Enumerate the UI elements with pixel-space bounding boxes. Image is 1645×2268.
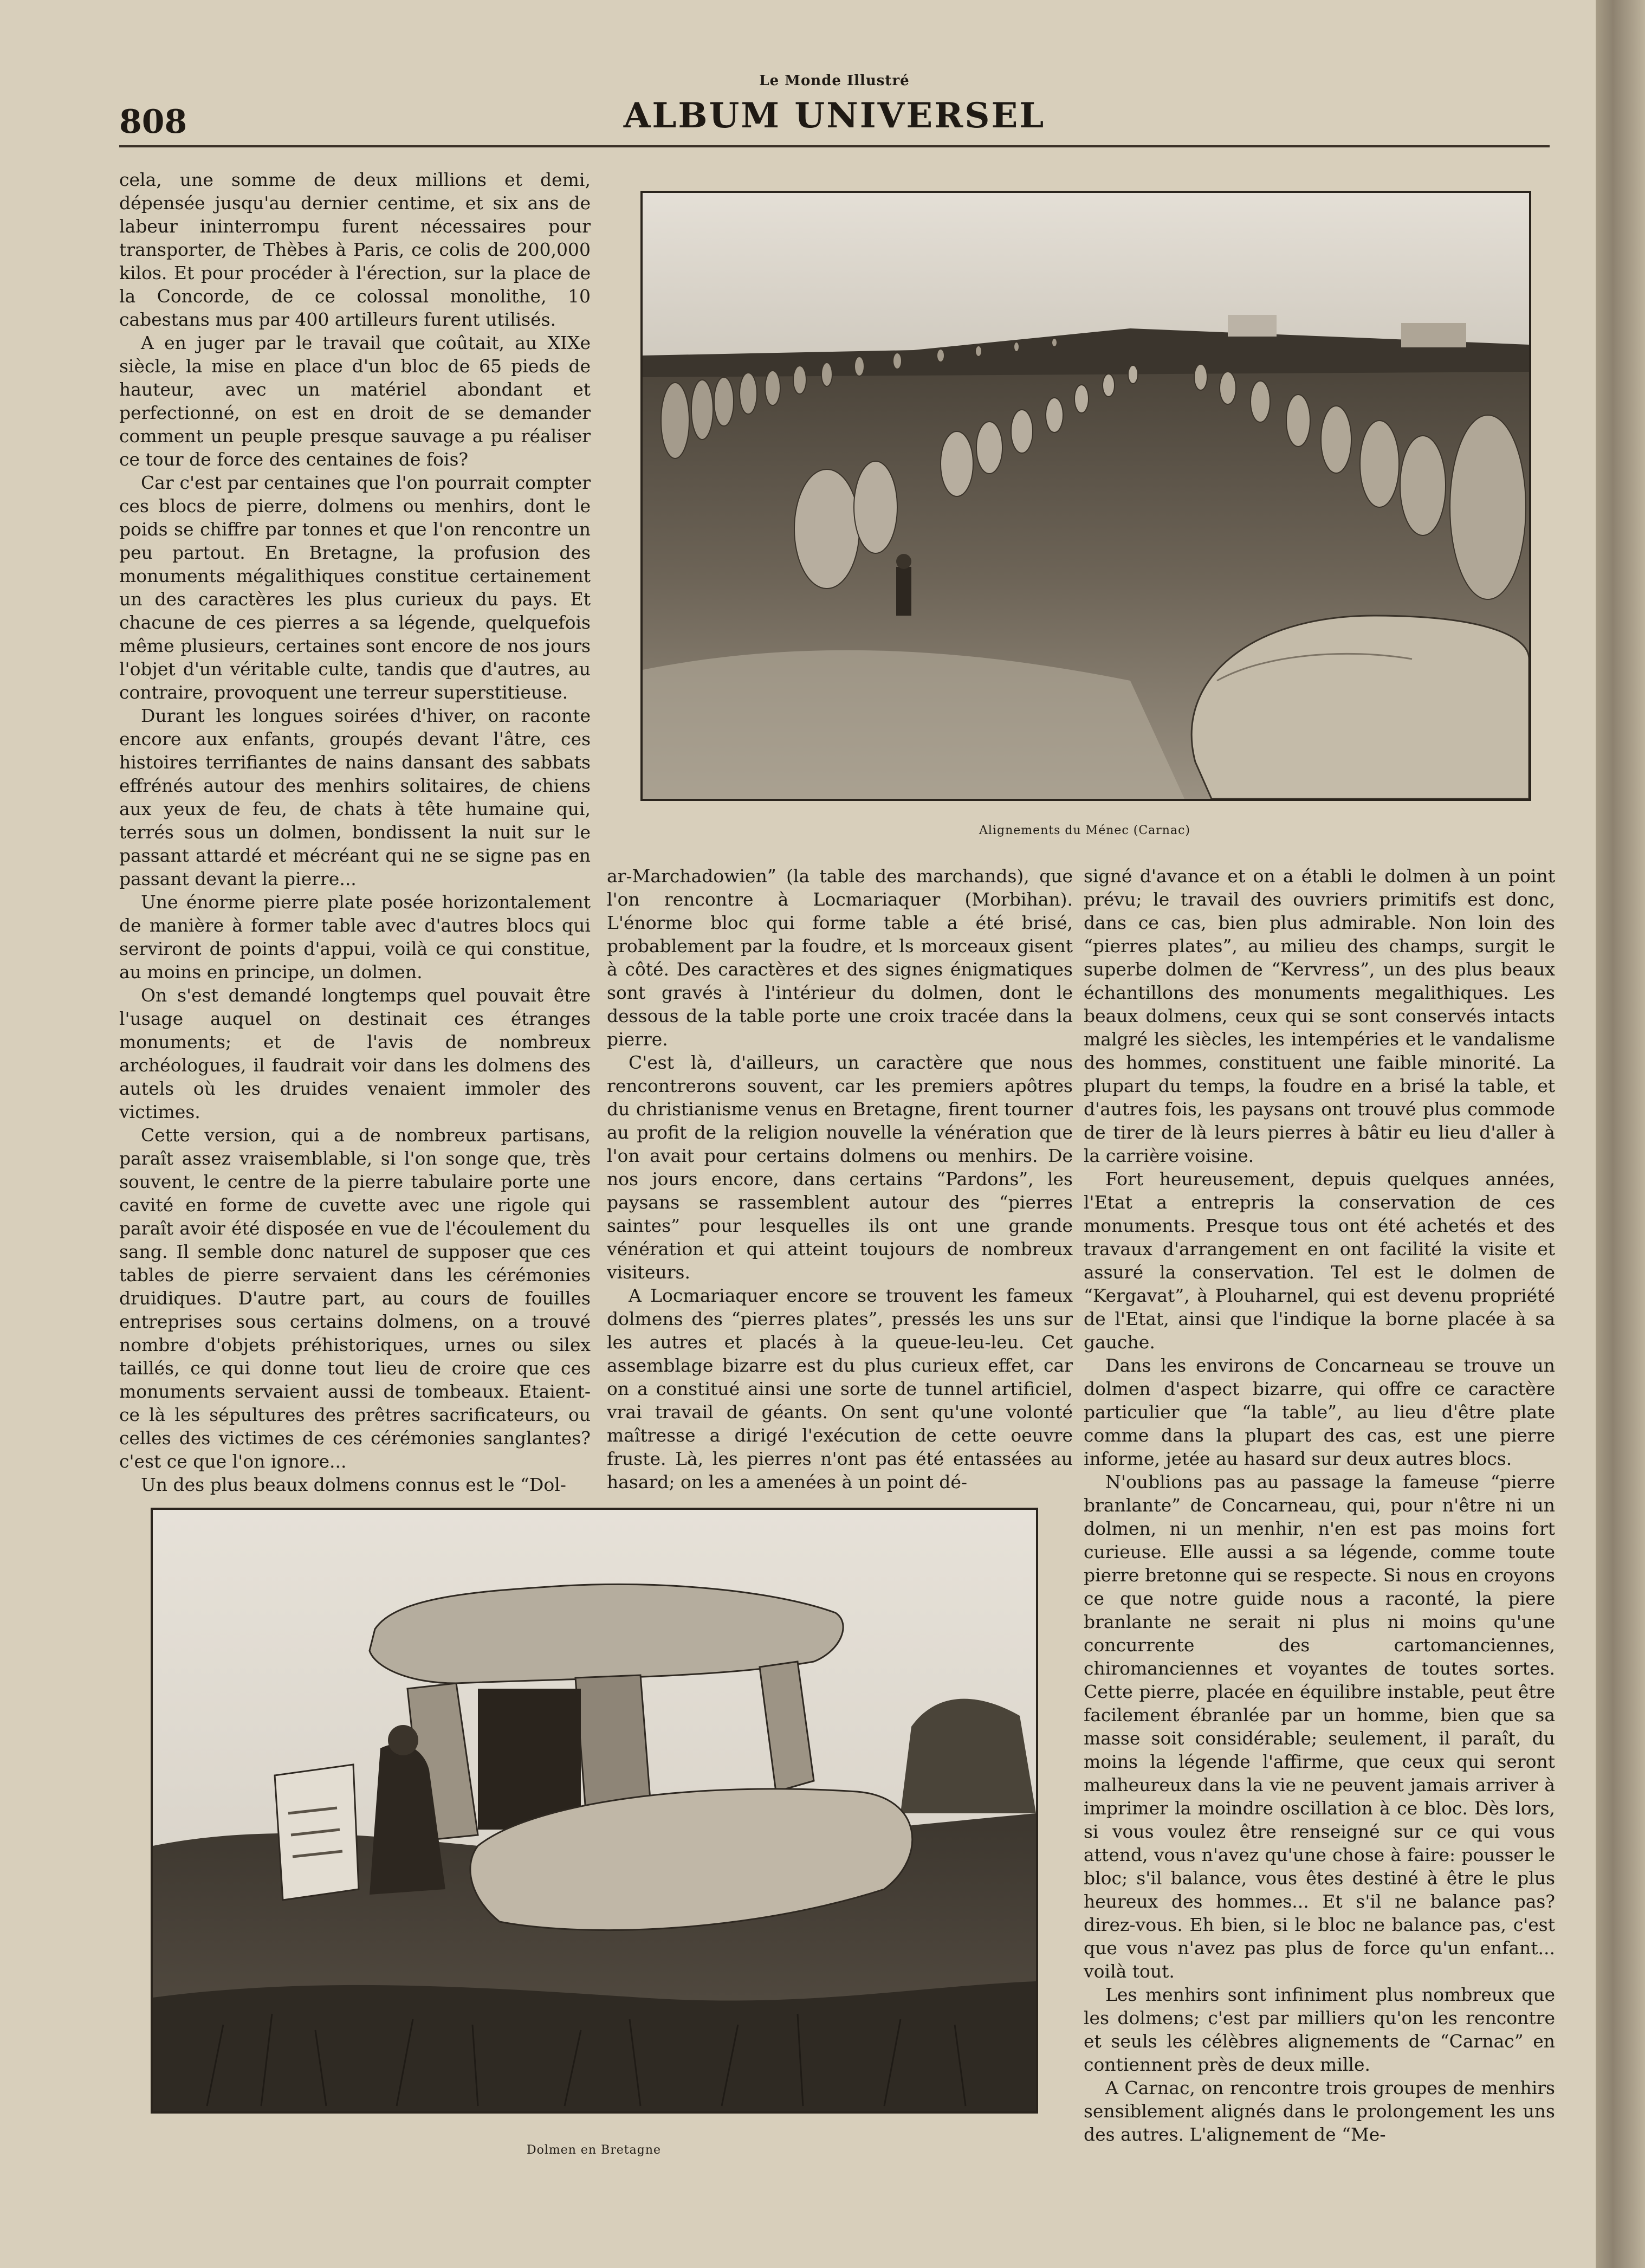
paragraph: Les menhirs sont infiniment plus nombreux que les dolmens; c'est par milliers qu'on les rencontre et seuls les célèbres alignements de “Carnac” en contiennent près de deux mille.	[1084, 1984, 1555, 2075]
publication-subtitle: Le Monde Illustré	[759, 73, 910, 89]
paragraph: On s'est demandé longtemps quel pouvait être l'usage auquel on destinait ces étranges monuments; et de l'avis de nombreux archéologues, il faudrait voir dans les dolmens des autels où les druides venaient immoler des victimes.	[119, 985, 591, 1122]
paragraph: Cette version, qui a de nombreux partisans, paraît assez vraisemblable, si l'on songe que, très souvent, le centre de la pierre tabulaire porte une cavité en forme de cuvette avec une rigole qui paraît avoir été disposée en vue de l'écoulement du sang. Il semble donc naturel de supposer que ces tables de pierre servaient dans les cérémonies druidiques. D'autre part, au cours de fouilles entreprises sous certains dolmens, on a trouvé nombre d'objets préhistoriques, urnes ou silex taillés, ce qui donne tout lieu de croire que ces monuments servaient aussi de tombeaux. Etaient-ce là les sépultures des prêtres sacrificateurs, ou celles des victimes de ces cérémonies sanglantes? c'est ce que l'on ignore...	[119, 1125, 591, 1472]
caption-menec: Alignements du Ménec (Carnac)	[979, 824, 1190, 837]
book-spine-shadow	[1596, 0, 1645, 2268]
paragraph: C'est là, d'ailleurs, un caractère que nous rencontrerons souvent, car les premiers apôtres du christianisme venus en Bretagne, firent tourner au profit de la religion nouvelle la vénération que l'on avait pour certains dolmens ou menhirs. De nos jours encore, dans certains “Pardons”, les paysans se rassemblent autour des “pierres saintes” pour lesquelles ils ont une grande vénération et qui atteint toujours de nombreux visiteurs.	[607, 1052, 1073, 1283]
caption-dolmen: Dolmen en Bretagne	[526, 2143, 662, 2157]
text-column-1	[119, 168, 591, 1496]
paragraph: signé d'avance et on a établi le dolmen à un point prévu; le travail des ouvriers primitifs est donc, dans ce cas, bien plus admirable. Non loin des “pierres plates”, au milieu des champs, surgit le superbe dolmen de “Kervress”, un des plus beaux échantillons des monuments megalithiques. Les beaux dolmens, ceux qui se sont conservés intacts malgré les siècles, les intempéries et le vandalisme des hommes, constituent une faible minorité. La plupart du temps, la foudre en a brisé la table, et d'autres fois, les paysans ont trouvé plus commode de tirer de là leurs pierres à bâtir eu lieu d'aller à la carrière voisine.	[1084, 865, 1555, 1166]
paragraph: Une énorme pierre plate posée horizontalement de manière à former table avec d'autres blocs qui serviront de points d'appui, voilà ce qui constitue, au moins en principe, un dolmen.	[119, 891, 591, 983]
text-column-3	[1084, 864, 1555, 2146]
paragraph: Un des plus beaux dolmens connus est le “Dol-	[141, 1474, 566, 1495]
publication-title: ALBUM UNIVERSEL	[623, 95, 1046, 136]
paragraph: Fort heureusement, depuis quelques années, l'Etat a entrepris la conservation de ces monuments. Presque tous ont été achetés et des travaux d'arrangement en ont facilité la visite et assuré la conservation. Tel est le dolmen de “Kergavat”, à Plouharnel, qui est devenu propriété de l'Etat, ainsi que l'indique la borne placée à sa gauche.	[1084, 1168, 1555, 1353]
paragraph: A Carnac, on rencontre trois groupes de menhirs sensiblement alignés dans le prolongement les uns des autres. L'alignement de “Me-	[1084, 2077, 1555, 2145]
photo-dolmen-bretagne	[151, 1508, 1038, 2114]
paragraph: Car c'est par centaines que l'on pourrait compter ces blocs de pierre, dolmens ou menhirs, dont le poids se chiffre par tonnes et que l'on rencontre un peu partout. En Bretagne, la profusion des monuments mégalithiques constitue certainement un des caractères les plus curieux du pays. Et chacune de ces pierres a sa légende, quelquefois même plusieurs, certaines sont encore de nos jours l'objet d'un véritable culte, tandis que d'autres, au contraire, provoquent une terreur superstitieuse.	[119, 472, 591, 703]
paragraph: ar-Marchadowien” (la table des marchands), que l'on rencontre à Locmariaquer (Morbihan). L'énorme bloc qui forme table a été brisé, probablement par la foudre, et ls morceaux gisent à côté. Des caractères et des signes énigmatiques sont gravés à l'intérieur du dolmen, dont le dessous de la table porte une croix tracée dans la pierre.	[607, 865, 1073, 1050]
page-number: 808	[119, 103, 187, 141]
menhir-field-illustration	[643, 193, 1529, 799]
paragraph: Durant les longues soirées d'hiver, on raconte encore aux enfants, groupés devant l'âtre, ces histoires terrifiantes de nains dansant des sabbats effrénés autour des menhirs solitaires, de chiens aux yeux de feu, de chats à tête humaine qui, terrés sous un dolmen, bondissent la nuit sur le passant attardé et mécréant qui ne se signe pas en passant devant la pierre...	[119, 705, 591, 889]
paragraph: A en juger par le travail que coûtait, au XIXe siècle, la mise en place d'un bloc de 65 pieds de hauteur, avec un matériel abondant et perfectionné, on est en droit de se demander comment un peuple presque sauvage a pu réaliser ce tour de force des centaines de fois?	[119, 332, 591, 470]
paragraph: N'oublions pas au passage la fameuse “pierre branlante” de Concarneau, qui, pour n'être ni un dolmen, ni un menhir, n'en est pas moins fort curieuse. Elle aussi a sa légende, comme toute pierre bretonne qui se respecte. Si nous en croyons ce que notre guide nous a raconté, la piere branlante ne serait ni plus ni moins qu'une concurrente des cartomanciennes, chiromanciennes et voyantes de toutes sortes. Cette pierre, placée en équilibre instable, peut être facilement ébranlée par un homme, bien que sa masse soit considérable; seulement, il paraît, du moins la légende l'affirme, que ceux qui seront malheureux dans la vie ne peuvent jamais arriver à imprimer la moindre oscillation à ce bloc. Dès lors, si vous voulez être renseigné sur ce qui vous attend, vous n'avez qu'une chose à faire: pousser le bloc; s'il balance, vous êtes destiné à être le plus heureux des hommes... Et s'il ne balance pas? direz-vous. Eh bien, si le bloc ne balance pas, c'est que vous n'avez pas plus de force qu'un enfant... voilà tout.	[1084, 1471, 1555, 1982]
paragraph: cela, une somme de deux millions et demi, dépensée jusqu'au dernier centime, et six ans de labeur ininterrompu furent nécessaires pour transporter, de Thèbes à Paris, ce colis de 200,000 kilos. Et pour procéder à l'érection, sur la place de la Concorde, de ce colossal monolithe, 10 cabestans mus par 400 artilleurs furent utilisés.	[119, 169, 591, 330]
photo-menec-alignments	[640, 191, 1531, 801]
paragraph: Dans les environs de Concarneau se trouve un dolmen d'aspect bizarre, qui offre ce caractère particulier que “la table”, au lieu d'être plate comme dans la plupart des cas, est une pierre informe, jetée au hasard sur deux autres blocs.	[1084, 1355, 1555, 1469]
text-column-2	[607, 864, 1073, 1494]
page-header	[119, 65, 1550, 146]
dolmen-illustration	[153, 1510, 1036, 2111]
paragraph: A Locmariaquer encore se trouvent les fameux dolmens des “pierres plates”, pressés les uns sur les autres et placés à la queue-leu-leu. Cet assemblage bizarre est du plus curieux effet, car on a constitué ainsi une sorte de tunnel artificiel, vrai travail de géants. On sent qu'une volonté maîtresse a dirigé l'exécution de cette oeuvre fruste. Là, les pierres n'ont pas été entassées au hasard; on les a amenées à un point dé-	[607, 1285, 1073, 1492]
header-rule	[119, 145, 1550, 147]
